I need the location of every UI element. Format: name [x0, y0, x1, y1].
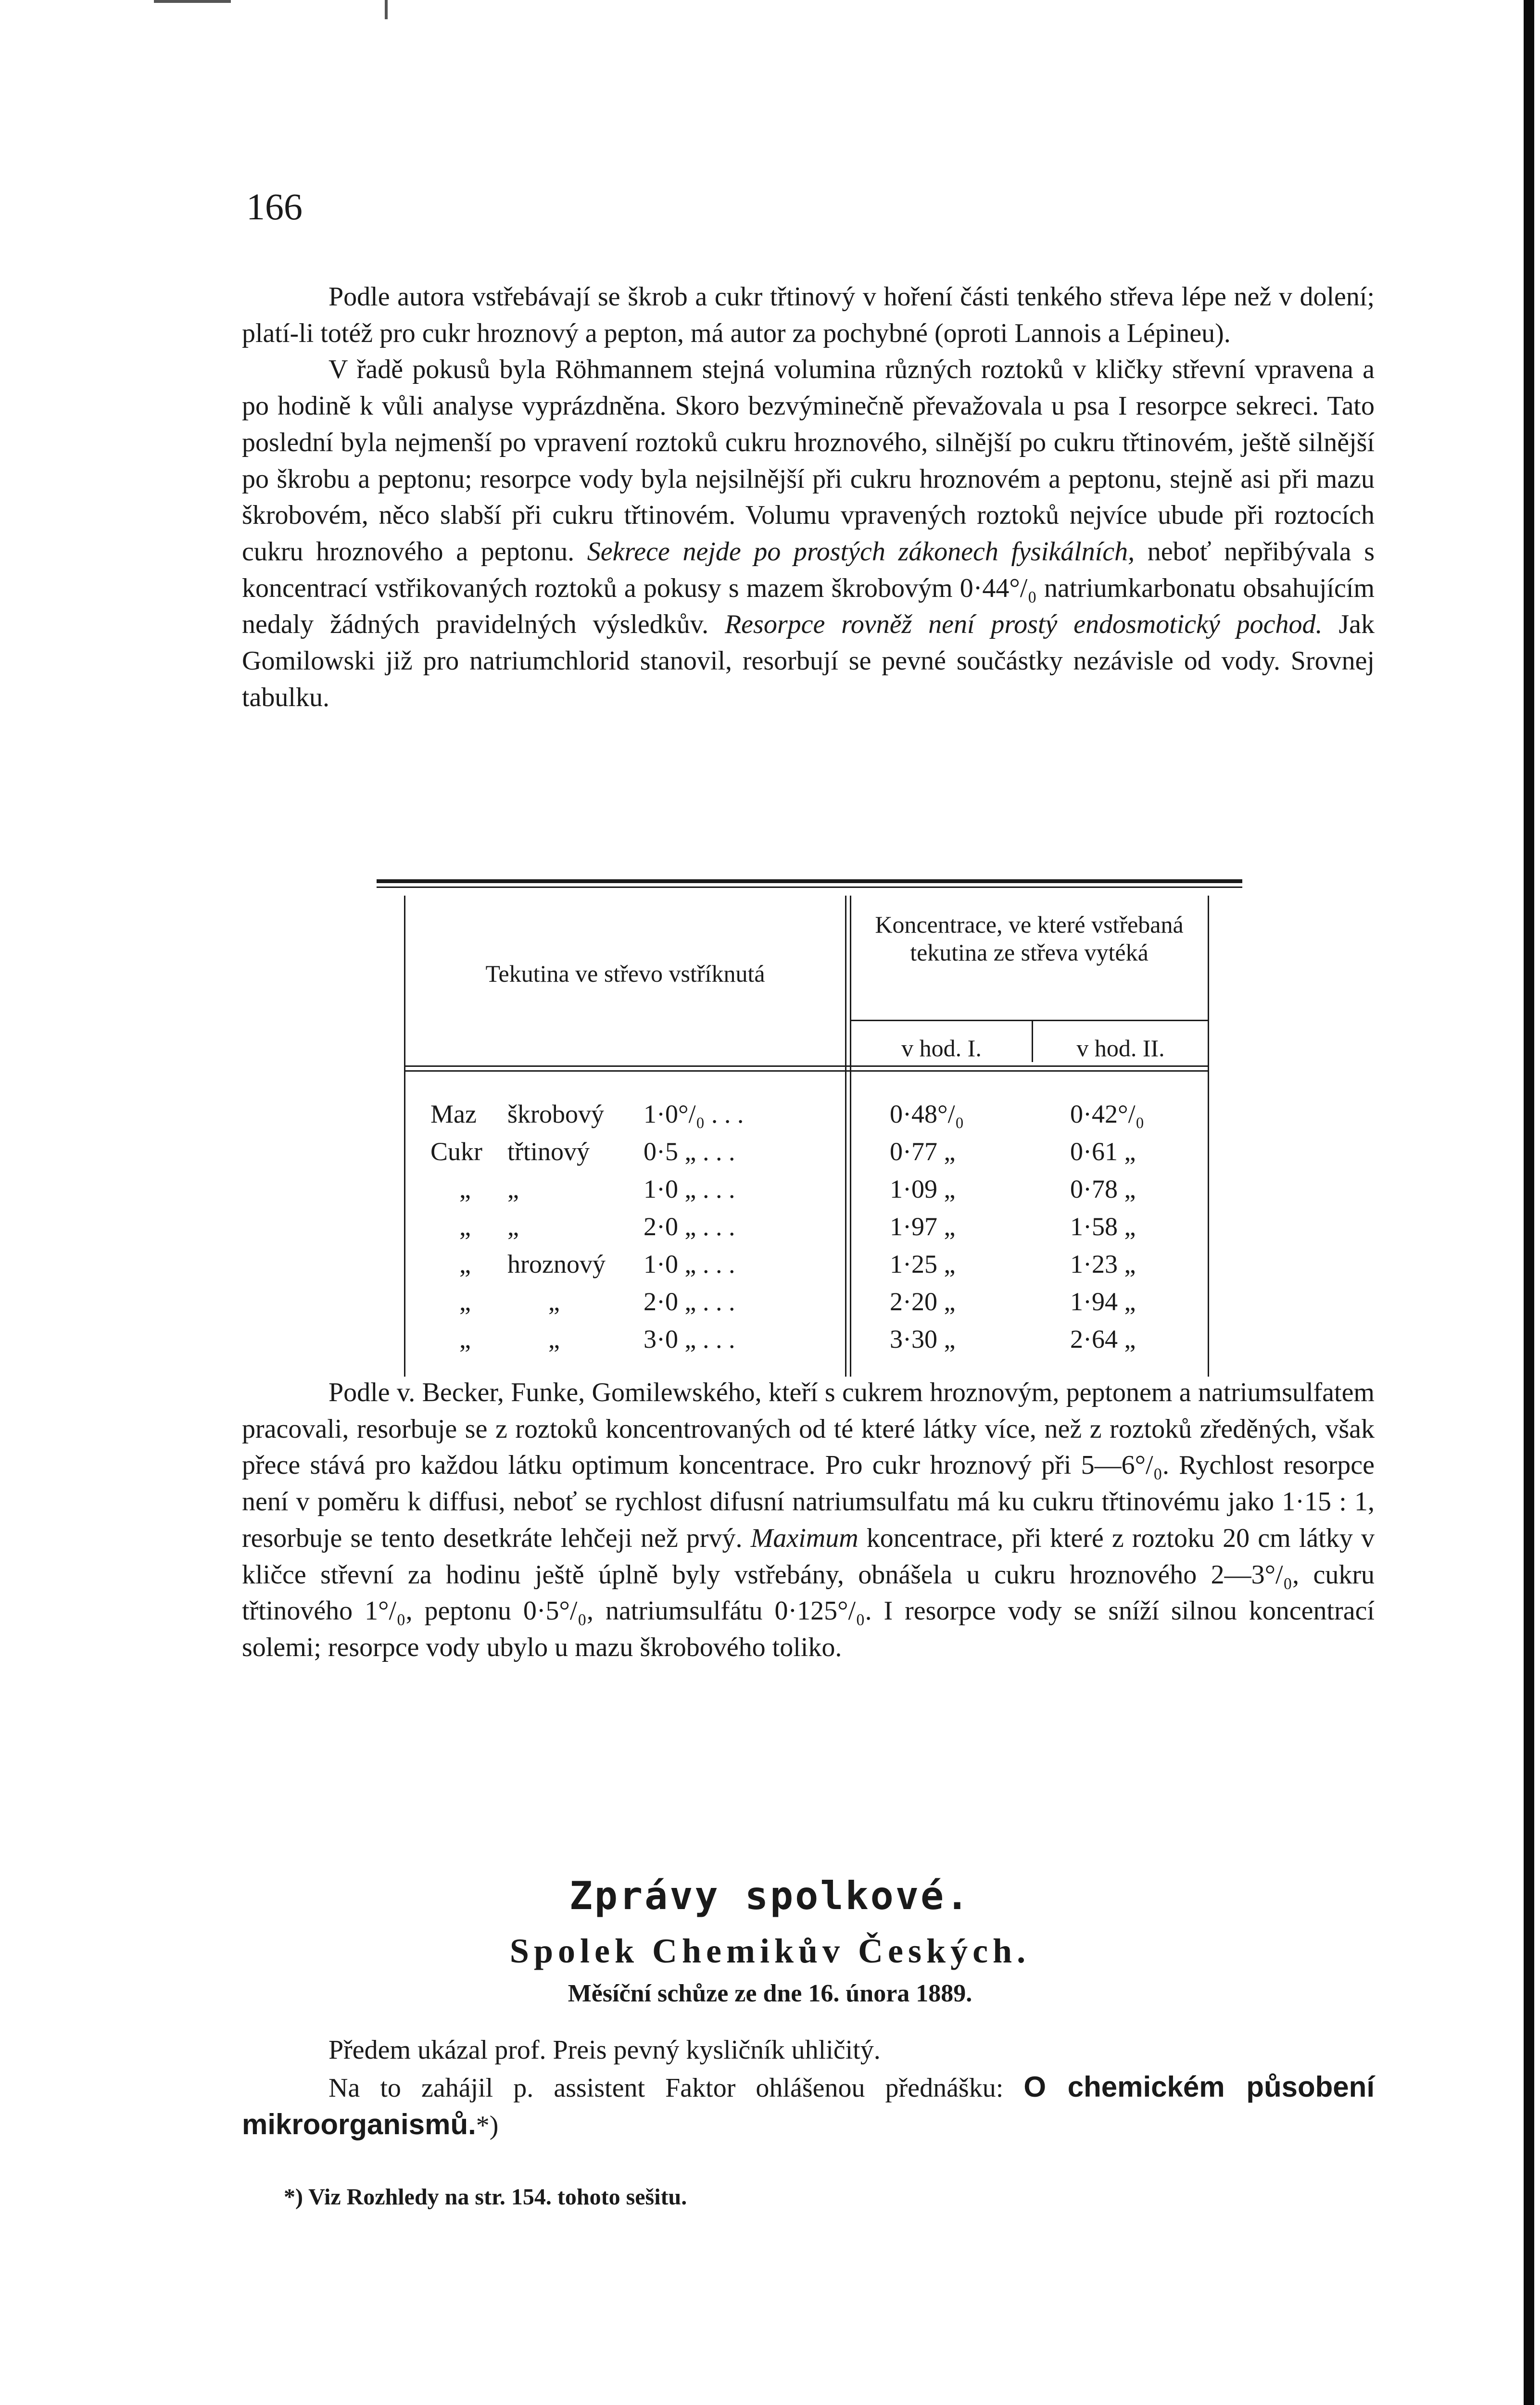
page-number: 166: [246, 186, 303, 228]
section-title: Zprávy spolkové.: [569, 1873, 971, 1918]
paragraph-5: Na to zahájil p. assistent Faktor ohlášenou přednášku: O chemickém působení mikroorganismů.*): [242, 2070, 1375, 2141]
table-col1-header: Tekutina ve střevo vstříknutá: [485, 960, 765, 987]
scan-mark: [385, 0, 388, 19]
paragraph-3: Podle v. Becker, Funke, Gomilewského, kteří s cukrem hroznovým, peptonem a natriumsulfatem pracovali, resorbuje se z roztoků koncentrovaných od té které látky více, než z roztoků zředěných, však přece stává pro každou látku optimum koncentrace. Pro cukr hroznový při 5—6°/₀. Rychlost resorpce není v poměru k diffusi, neboť se rychlost difusní natriumsulfatu má ku cukru třtinovému jako 1·15 : 1, resorbuje se tento desetkráte lehčeji než prvý. Maximum koncentrace, při které z roztoku 20 cm látky v kličce střevní za hodinu ještě úplně byly vstřebány, obnášela u cukru hroznového 2—3°/₀, cukru třtinového 1°/₀, peptonu 0·5°/₀, natriumsulfátu 0·125°/₀. I resorpce vody se sníží silnou koncentrací solemi; resorpce vody ubylo u mazu škrobového toliko.: [242, 1378, 1375, 1662]
body-text-bottom: [242, 1375, 1375, 1666]
paragraph-4: Předem ukázal prof. Preis pevný kysličník uhličitý.: [328, 2035, 881, 2065]
scan-mark: [154, 0, 231, 3]
paragraph-1: Podle autora vstřebávají se škrob a cukr třtinový v hoření části tenkého střeva lépe než v dolení; platí-li totéž pro cukr hroznový a pepton, má autor za pochybné (oproti Lannois a Lépineu).: [242, 282, 1375, 348]
body-text-top: [242, 279, 1375, 716]
table-col2-header: Koncentrace, ve které vstřebaná tekutina ze střeva vytéká: [875, 911, 1184, 966]
paragraph-2: V řadě pokusů byla Röhmannem stejná volumina různých roztoků v kličky střevní vpravena a po hodině k vůli analyse vyprázdněna. Skoro bezvýminečně převažovala u psa I resorpce sekreci. Tato poslední byla nejmenší po vpravení roztoků cukru hroznového, silnější po cukru třtinovém, ještě silnější po škrobu a peptonu; resorpce vody byla nejsilnější při cukru hroznovém a peptonu, stejně asi při mazu škrobovém, něco slabší při cukru třtinovém. Volumu vpravených roztoků nejvíce ubude při roztocích cukru hroznového a peptonu. Sekrece nejde po prostých zákonech fysikálních, neboť nepřibývala s koncentrací vstřikovaných roztoků a pokusy s mazem škrobovým 0·44°/₀ natriumkarbonatu obsahujícím nedaly žádných pravidelných výsledkův. Resorpce rovněž není prostý endosmotický pochod. Jak Gomilowski již pro natriumchlorid stanovil, resorbují se pevné součástky nezávisle od vody. Srovnej tabulku.: [242, 354, 1375, 712]
meeting-line: Měsíční schůze ze dne 16. února 1889.: [568, 1980, 972, 2007]
footnote: *) Viz Rozhledy na str. 154. tohoto sešitu.: [284, 2184, 687, 2210]
scan-edge: [1524, 0, 1534, 2405]
table-subheader-2: v hod. II.: [1076, 1035, 1165, 1062]
body-text-meeting: [242, 2032, 1375, 2144]
table-subheader-1: v hod. I.: [901, 1035, 982, 1062]
society-name: Spolek Chemikův Českých.: [509, 1932, 1031, 1970]
